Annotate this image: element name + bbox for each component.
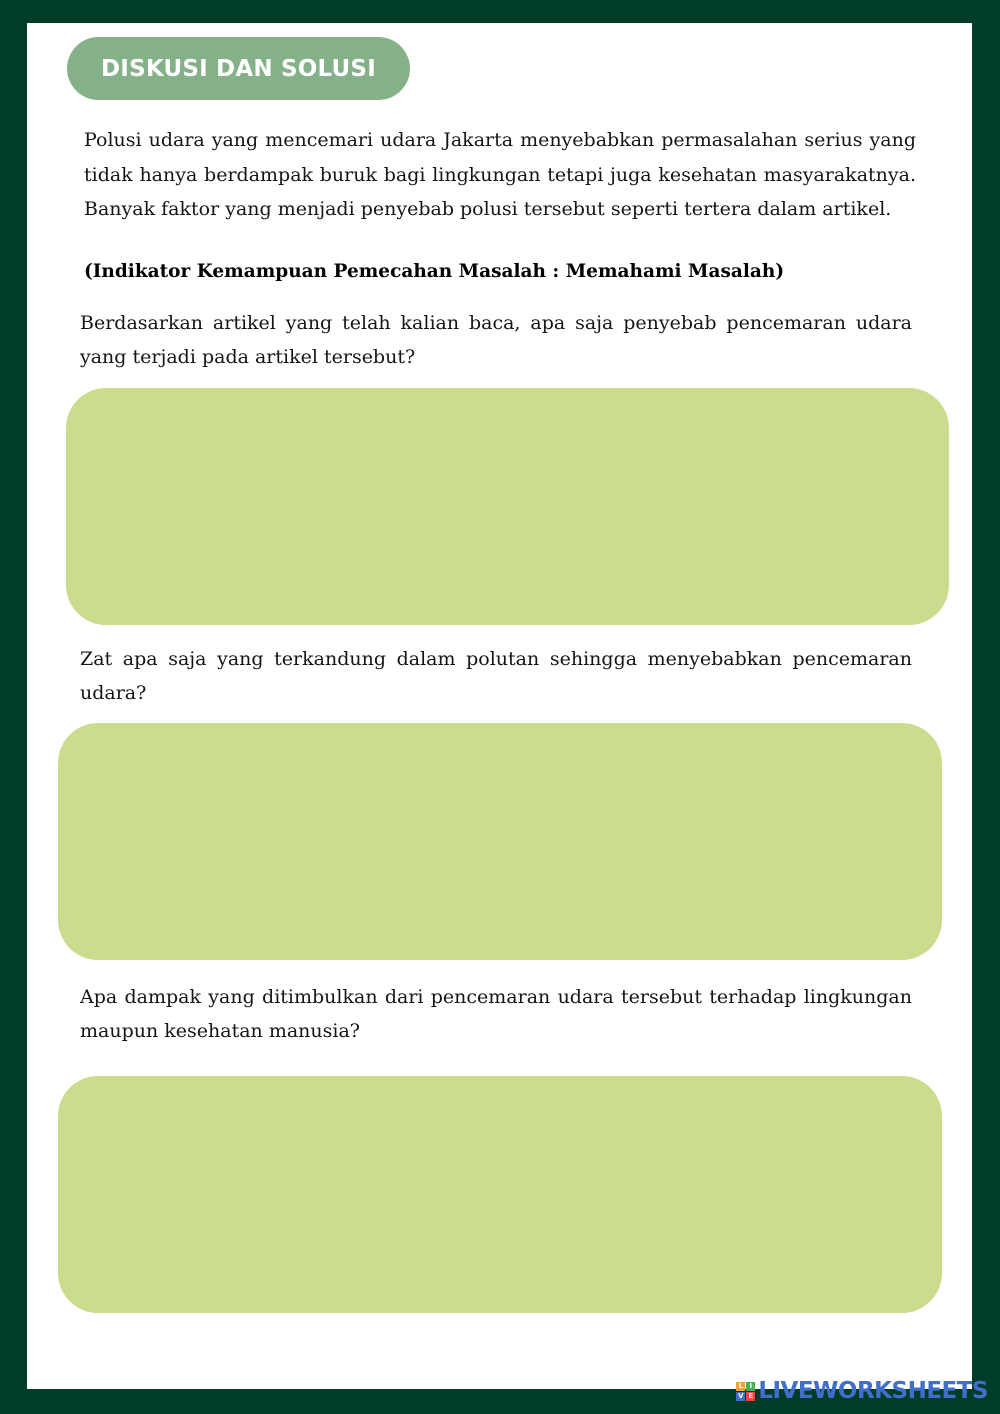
logo-letter-i: I bbox=[746, 1382, 755, 1391]
question-1: Berdasarkan artikel yang telah kalian baca, apa saja penyebab pencemaran udara yang terjadi pada artikel tersebut? bbox=[80, 312, 912, 368]
intro-paragraph: Polusi udara yang mencemari udara Jakarta menyebabkan permasalahan serius yang tidak hanya berdampak buruk bagi lingkungan tetapi juga kesehatan masyarakatnya. Banyak faktor yang menjadi penyebab polusi tersebut seperti tertera dalam artikel. bbox=[84, 129, 916, 220]
answer-box-3[interactable] bbox=[58, 1076, 942, 1313]
question-3: Apa dampak yang ditimbulkan dari pencemaran udara tersebut terhadap lingkungan maupun kesehatan manusia? bbox=[80, 986, 912, 1042]
question-2: Zat apa saja yang terkandung dalam polutan sehingga menyebabkan pencemaran udara? bbox=[80, 648, 912, 704]
logo-letter-l: L bbox=[736, 1382, 745, 1391]
liveworksheets-watermark bbox=[736, 1380, 988, 1402]
section-title: DISKUSI DAN SOLUSI bbox=[67, 37, 410, 100]
indicator-label: (Indikator Kemampuan Pemecahan Masalah : Memahami Masalah) bbox=[84, 261, 785, 282]
worksheet-page bbox=[27, 23, 972, 1389]
logo-letter-v: V bbox=[738, 1391, 744, 1400]
answer-box-1[interactable] bbox=[66, 388, 949, 625]
logo-letter-e: E bbox=[746, 1392, 755, 1401]
watermark-text: LIVEWORKSHEETS bbox=[758, 1378, 988, 1404]
liveworksheets-logo-icon bbox=[736, 1382, 755, 1401]
answer-box-2[interactable] bbox=[58, 723, 942, 960]
